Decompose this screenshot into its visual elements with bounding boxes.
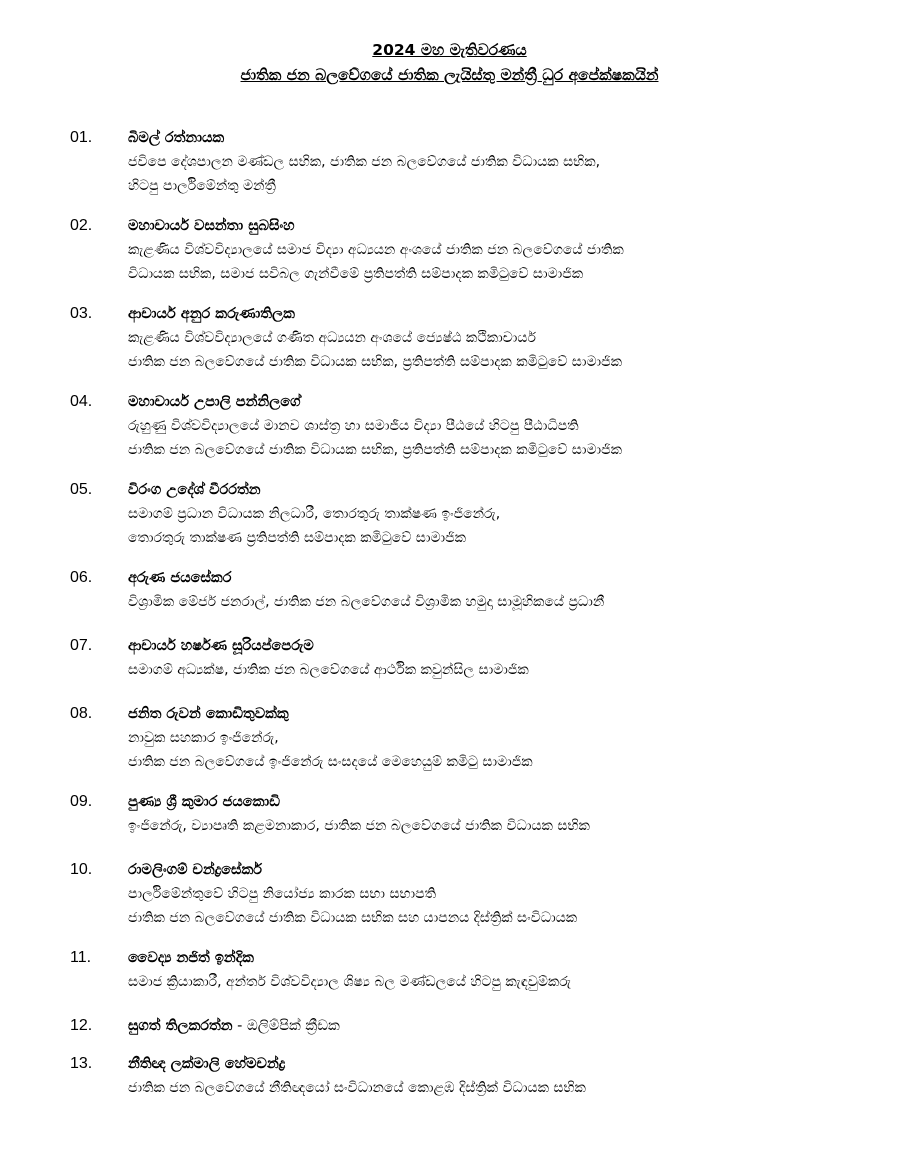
candidate-number: 11. <box>70 949 92 966</box>
candidate-details <box>128 946 848 994</box>
candidate-description-line: ජාතික ජන බලවේගයේ ජාතික විධායක සභික, ප්‍රතිපත්ති සම්පාදක කමිටුවේ සාමාජික <box>128 442 622 458</box>
candidate-details <box>128 1014 848 1038</box>
candidate-name-line <box>128 702 848 726</box>
candidate-name: පුණ්‍ය ශ්‍රී කුමාර ජයකොඩි <box>128 794 280 810</box>
candidate-name-line <box>128 946 848 970</box>
candidate-number: 09. <box>70 793 93 810</box>
candidate-number: 10. <box>70 861 93 878</box>
candidate-description-line: තොරතුරු තාක්ෂණ ප්‍රතිපත්ති සම්පාදක කමිටුවේ සාමාජික <box>128 530 466 546</box>
candidate-number: 13. <box>70 1055 93 1072</box>
document-title: 2024 මහ මැතිවරණය <box>372 41 527 59</box>
candidate-number: 12. <box>70 1017 93 1034</box>
candidate-name: සුගත් තිලකරත්න <box>128 1018 233 1034</box>
candidate-number: 06. <box>70 569 93 586</box>
candidate-description-line: රුහුණු විශ්වවිද්‍යාලයේ මානව ශාස්ත්‍ර හා සමාජීය විද්‍යා පීඨයේ හිටපු පීඨාධිපති <box>128 418 579 434</box>
candidate-description-line: සමාජ ක්‍රියාකාරී, අන්තර් විශ්වවිද්‍යාල ශිෂ්‍ය බල මණ්ඩලයේ හිටපු කැඳවුම්කරු <box>128 974 571 990</box>
candidate-details <box>128 478 848 550</box>
candidate-description-line: ජාතික ජන බලවේගයේ ජාතික විධායක සභික සහ යාපනය දිස්ත්‍රික් සංවිධායක <box>128 910 578 926</box>
candidate-name-line <box>128 478 848 502</box>
candidate-details <box>128 390 848 462</box>
candidate-description-line: කැළණිය විශ්වවිද්‍යාලයේ සමාජ විද්‍යා අධ්‍යයන අංශයේ ජාතික ජන බලවේගයේ ජාතික <box>128 242 624 258</box>
candidate-description-line: විධායක සභික, සමාජ සවිබල ගැන්වීමේ ප්‍රතිපත්ති සම්පාදක කමිටුවේ සාමාජික <box>128 266 584 282</box>
candidate-name: නීතිඥ ලක්මාලි හේමචන්ද්‍ර <box>128 1056 286 1072</box>
candidate-name: අරුණ ජයසේකර <box>128 570 232 586</box>
candidate-entry <box>0 1052 899 1120</box>
candidate-description-line: කැළණිය විශ්වවිද්‍යාලයේ ගණිත අධ්‍යයන අංශයේ ජ්‍යෙෂ්ඨ කථිකාචාර්ය <box>128 330 536 346</box>
candidate-name-line <box>128 790 848 814</box>
candidate-number: 03. <box>70 305 93 322</box>
candidate-entry <box>0 390 899 478</box>
candidate-name-line <box>128 126 848 150</box>
candidate-description-line: සමාගම් ප්‍රධාන විධායක නිලධාරී, තොරතුරු තාක්ෂණ ඉංජිනේරු, <box>128 506 501 522</box>
candidate-name-line <box>128 214 848 238</box>
candidate-name: මහාචාර්ය උපාලි පන්නිලගේ <box>128 394 301 410</box>
candidate-description-line: හිටපු පාර්ලිමේන්තු මන්ත්‍රී <box>128 178 276 194</box>
candidate-entry <box>0 634 899 702</box>
candidate-details <box>128 126 848 198</box>
candidate-entry <box>0 214 899 302</box>
candidate-name: ජනිත රුවන් කොඩිතුවක්කු <box>128 706 289 722</box>
candidate-number: 02. <box>70 217 93 234</box>
candidate-details <box>128 566 848 614</box>
candidate-description-line: ඉංජිනේරු, ව්‍යාපෘති කළමනාකාර, ජාතික ජන බලවේගයේ ජාතික විධායක සභික <box>128 818 590 834</box>
candidate-name: වෛද්‍ය නජිත් ඉන්දික <box>128 950 254 966</box>
candidate-name-line <box>128 1014 848 1038</box>
candidate-details <box>128 858 848 930</box>
candidate-name-line <box>128 302 848 326</box>
candidate-description-line: නාවුක සහකාර ඉංජිනේරු, <box>128 730 279 746</box>
candidate-entry <box>0 566 899 634</box>
candidate-description-line: ජාතික ජන බලවේගයේ නීතිඥයෝ සංවිධානයේ කොළඹ දිස්ත්‍රික් විධායක සභික <box>128 1080 586 1096</box>
candidate-name-line <box>128 1052 848 1076</box>
candidate-description-line: ජාතික ජන බලවේගයේ ඉංජිනේරු සංසදයේ මෙහෙයුම් කමිටු සාමාජික <box>128 754 533 770</box>
document-header <box>0 38 899 88</box>
candidate-entry <box>0 126 899 214</box>
candidate-description-line: විශ්‍රාමික මේජර් ජනරාල්, ජාතික ජන බලවේගයේ විශ්‍රාමික හමුදා සාමූහිකයේ ප්‍රධානී <box>128 594 605 610</box>
candidate-name-line <box>128 634 848 658</box>
candidate-number: 05. <box>70 481 93 498</box>
candidate-number: 08. <box>70 705 93 722</box>
candidate-name-line <box>128 566 848 590</box>
candidate-details <box>128 302 848 374</box>
candidate-name: බිමල් රත්නායක <box>128 130 225 146</box>
candidate-description-line: ජවිපෙ දේශපාලන මණ්ඩල සභික, ජාතික ජන බලවේගයේ ජාතික විධායක සභික, <box>128 154 601 170</box>
candidate-name: මහාචාර්ය වසන්තා සුබසිංහ <box>128 218 295 234</box>
candidate-name-line <box>128 390 848 414</box>
candidate-name: රාමලිංගම් චන්ද්‍රසේකර් <box>128 862 263 878</box>
document-subtitle: ජාතික ජන බලවේගයේ ජාතික ලැයිස්තු මන්ත්‍රී ධුර අපේක්ෂකයින් <box>240 66 659 84</box>
candidate-details <box>128 1052 848 1100</box>
candidate-name-suffix: - ඔලිම්පික් ක්‍රීඩක <box>232 1018 340 1034</box>
candidate-description-line: සමාගම් අධ්‍යක්ෂ, ජාතික ජන බලවේගයේ ආර්ථික කවුන්සිල සාමාජික <box>128 662 529 678</box>
candidate-name: ආචාර්ය හර්ෂණ සූරියප්පෙරුම <box>128 638 314 654</box>
candidate-details <box>128 702 848 774</box>
candidate-entry <box>0 946 899 1014</box>
candidate-list <box>0 126 899 1120</box>
candidate-name: ආචාර්ය අනුර කරුණාතිලක <box>128 306 295 322</box>
candidate-entry <box>0 1014 899 1052</box>
candidate-entry <box>0 790 899 858</box>
candidate-description-line: ජාතික ජන බලවේගයේ ජාතික විධායක සභික, ප්‍රතිපත්ති සම්පාදක කමිටුවේ සාමාජික <box>128 354 622 370</box>
candidate-details <box>128 790 848 838</box>
candidate-name: විරංග උදේශ් වීරරත්න <box>128 482 261 498</box>
candidate-number: 01. <box>70 129 93 146</box>
candidate-entry <box>0 302 899 390</box>
candidate-details <box>128 214 848 286</box>
candidate-entry <box>0 478 899 566</box>
candidate-details <box>128 634 848 682</box>
candidate-number: 07. <box>70 637 93 654</box>
candidate-entry <box>0 702 899 790</box>
candidate-number: 04. <box>70 393 93 410</box>
candidate-description-line: පාර්ලිමේන්තුවේ හිටපු නියෝජ්‍ය කාරක සභා සභාපති <box>128 886 437 902</box>
candidate-entry <box>0 858 899 946</box>
candidate-name-line <box>128 858 848 882</box>
